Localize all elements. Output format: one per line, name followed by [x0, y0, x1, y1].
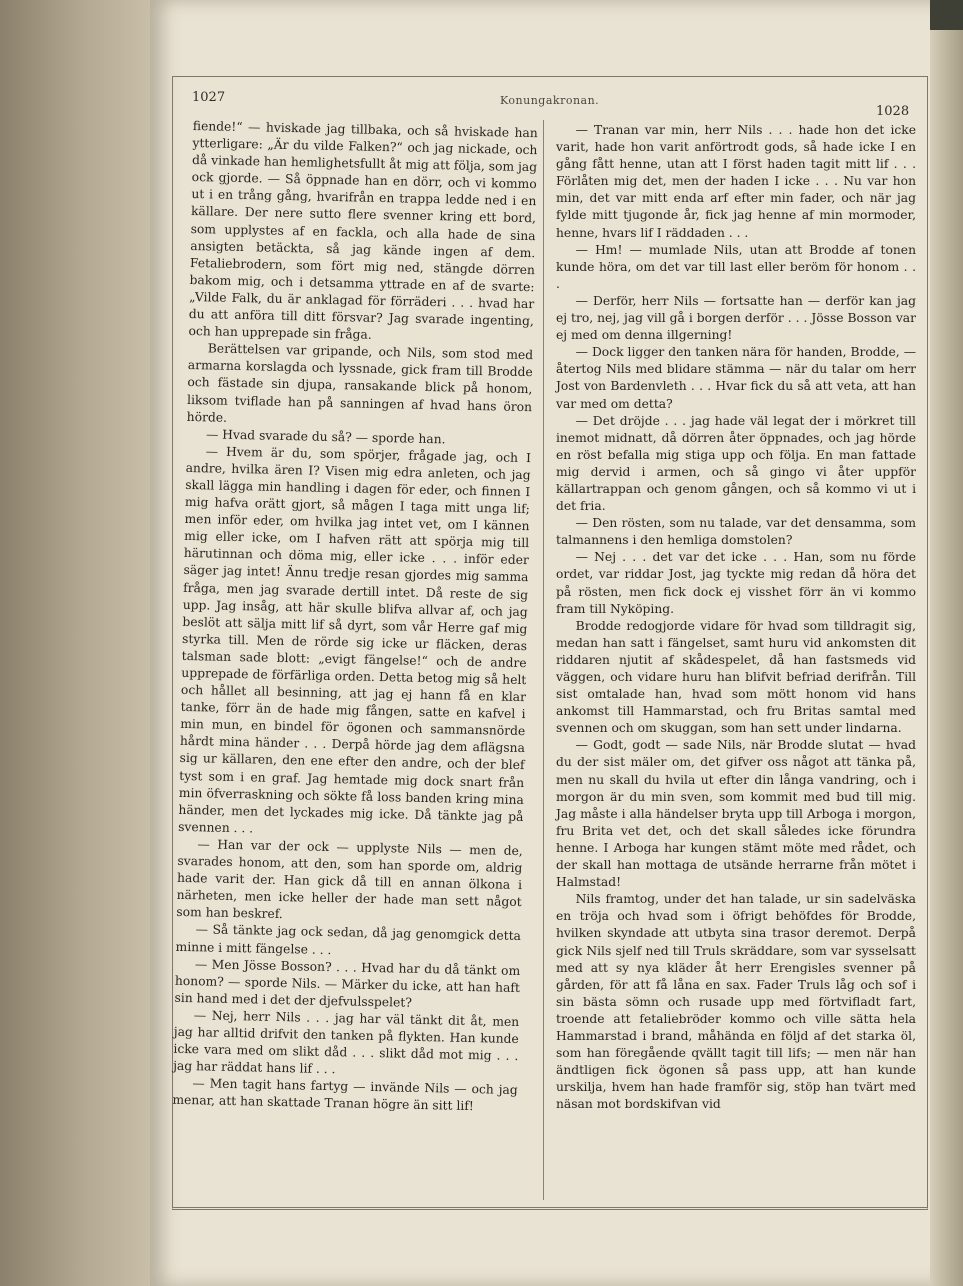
- paragraph: — Hvem är du, som spörjer, frågade jag, och I andre, hvilka ären I? Visen mig edra anleten, och jag skall lägga min handling i dagen för eder, och finnen I mig hafva orätt gjort, så mågen I taga mitt unga lif; men inför eder, om hvilka jag intet vet, om I kännen mig eller icke, om I hafven rätt att spörja mig till härutinnan och döma mig, eller icke . . . inför eder säger jag intet! Ännu tredje resan gjordes mig samma fråga, men jag svarade dertill intet. Då reste de sig upp. Jag insåg, att här skulle blifva allvar af, och jag beslöt att sälja mitt lif så dyrt, som vår Herre gaf mig styrka till. Men de rörde sig icke ur fläcken, deras talsman sade blott: „evigt fängelse!“ och de andre upprepade de förfärliga orden. Detta betog mig så helt och hållet all besinning, att jag ej hann få en klar tanke, förr än de hade mig fången, satte en kafvel i min mun, en bindel för ögonen och sammansnörde hårdt mina händer . . . Derpå hörde jag dem aflägsna sig ur källaren, den ene efter den andre, och der blef tyst som i en graf. Jag hemtade mig dock snart från min öfverraskning och sökte få loss banden kring mina händer, men det lyckades mig icke. Då tänkte jag på svennen . . .: [178, 444, 532, 836]
- paragraph: — Men Jösse Bosson? . . . Hvad har du då tänkt om honom? — sporde Nils. — Märker du icke, att han haft sin hand med i det der djefvulsspelet?: [174, 956, 521, 1010]
- paragraph: — Han var der ock — upplyste Nils — men de, svarades honom, att den, som han sporde om, aldrig hade varit der. Han gick då till en annan ölkona i närheten, men icke heller der hade man sett något som han beskref.: [176, 837, 523, 922]
- book-left-edge: [0, 0, 150, 1286]
- paragraph: — Godt, godt — sade Nils, när Brodde slutat — hvad du der sist mäler om, det gifver oss något att tänka på, men nu skall du hvila ut efter din långa vandring, och i morgon är du min sven, som kommit med bud till mig. Jag måste i alla händelser bryta upp till Arboga i morgon, fru Brita vet det, och det skall således icke förundra henne. I Arboga har kungen stämt möte med rådet, och der skall han mottaga de utsände herrarne från mötet i Halmstad!: [556, 738, 916, 890]
- paragraph: Brodde redogjorde vidare för hvad som tilldragit sig, medan han satt i fängelset, samt huru vid ankomsten dit riddaren njutit af skådespelet, då han fastsmeds vid väggen, och vidare huru han blifvit befriad derifrån. Till sist omtalade han, hvad som mött honom vid hans ankomst till Hammarstad, och fru Britas samtal med svennen och om skuggan, som han sett under lindarna.: [556, 618, 916, 736]
- running-title: Konungakronan.: [500, 94, 600, 107]
- left-page-number: 1027: [192, 90, 226, 105]
- paragraph: — Hm! — mumlade Nils, utan att Brodde af tonen kunde höra, om det var till last eller beröm för honom . . .: [556, 242, 916, 291]
- paragraph: — Så tänkte jag ock sedan, då jag genomgick detta minne i mitt fängelse . . .: [175, 922, 522, 957]
- book-corner-shadow: [930, 0, 963, 30]
- paragraph: — Det dröjde . . . jag hade väl legat der i mörkret till inemot midnatt, då dörren åter öppnades, och jag hörde en röst befalla mig stiga upp och följa. En man fattade mig dervid i armen, och så gingo vi åter uppför källartrappan och genom gången, och så kommo vi ut i det fria.: [556, 413, 916, 514]
- paragraph: — Tranan var min, herr Nils . . . hade hon det icke varit, hade hon varit anförtrodt gods, så hade icke I en gång fått henne, utan att I först haden tagit mitt lif . . . Förlåten mig det, men der haden I icke . . . Nu var hon min, det var mitt enda arf efter min fader, och när jag fylde mitt tjugonde år, fick jag henne af min mormoder, henne, hvars lif I räddaden . . .: [556, 123, 916, 240]
- paragraph: Nils framtog, under det han talade, ur sin sadelväska en tröja och hvad som i öfrigt behöfdes för Brodde, hvilken skyndade att utbyta sina trasor deremot. Derpå gick Nils sjelf ned till Truls skräddare, som var sysselsatt med att sy nya kläder åt herr Erengisles svenner på gården, för att få låna en sax. Fader Truls låg och sof i sin bästa sömn och rusade upp med förtvifladt fart, troende att fetaliebröder kommo och ville sätta hela Hammarstad i brand, måhända en följd af det starka öl, som han föregående qvällt tagit till lifs; — men när han ändtligen fick ögonen så pass upp, att han kunde urskilja, hvem han hade framför sig, stöp han tvärt med näsan mot bordskifvan vid: [556, 892, 916, 1112]
- paragraph: — Derför, herr Nils — fortsatte han — derför kan jag ej tro, nej, jag vill gå i borgen derför . . . Jösse Bosson var ej med om denna illgerning!: [556, 293, 916, 343]
- right-column: [556, 122, 916, 1113]
- left-column: [172, 118, 538, 1116]
- paragraph: — Nej, herr Nils . . . jag har väl tänkt dit åt, men jag har alltid drifvit den tanken på flykten. Han kunde icke vara med om slikt dåd . . . slikt dåd mot mig . . . jag har räddat hans lif . . .: [172, 1008, 520, 1077]
- paragraph: fiende!“ — hviskade jag tillbaka, och så hviskade han ytterligare: „Är du vilde Falken?“ och jag nickade, och då vinkade han hemlighetsfullt åt mig att följa, som jag ock gjorde. — Så öppnade han en dörr, och vi kommo ut i en trång gång, hvarifrån en trappa ledde ned i en källare. Der nere sutto flere svenner kring ett bord, som upplystes af en fackla, och alla hade de sina ansigten betäckta, så jag kände ingen af dem. Fetaliebrodern, som fört mig ned, stängde dörren bakom mig, och i detsamma yttrade en af de svarte: „Vilde Falk, du är anklagad för förräderi . . . hvad har du att anföra till ditt försvar? Jag svarade ingenting, och han upprepade sin fråga.: [188, 118, 538, 342]
- right-page-number: 1028: [876, 104, 910, 119]
- paragraph: — Dock ligger den tanken nära för handen, Brodde, — återtog Nils med blidare stämma — när du talar om herr Jost von Bardenvleth . . . Hvar fick du så att veta, att han var med om detta?: [556, 345, 916, 411]
- column-divider: [543, 120, 544, 1200]
- paragraph: — Men tagit hans fartyg — invände Nils — och jag menar, att han skattade Tranan högre än sitt lif!: [172, 1076, 518, 1114]
- paragraph: — Den rösten, som nu talade, var det densamma, som talmannens i den hemliga domstolen?: [556, 516, 916, 548]
- paragraph: — Nej . . . det var det icke . . . Han, som nu förde ordet, var riddar Jost, jag tyckte mig redan då höra det på rösten, men fick dock ej visshet förr än vi kommo fram till Nyköping.: [556, 550, 916, 616]
- paragraph: — Hvad svarade du så? — sporde han.: [205, 427, 446, 447]
- paragraph: Berättelsen var gripande, och Nils, som stod med armarna korslagda och lyssnade, gick fram till Brodde och fästade sin djupa, ransakande blick på honom, liksom tviflade han på sanningen af hvad hans öron hörde.: [186, 341, 534, 425]
- book-right-edge: [930, 0, 963, 1286]
